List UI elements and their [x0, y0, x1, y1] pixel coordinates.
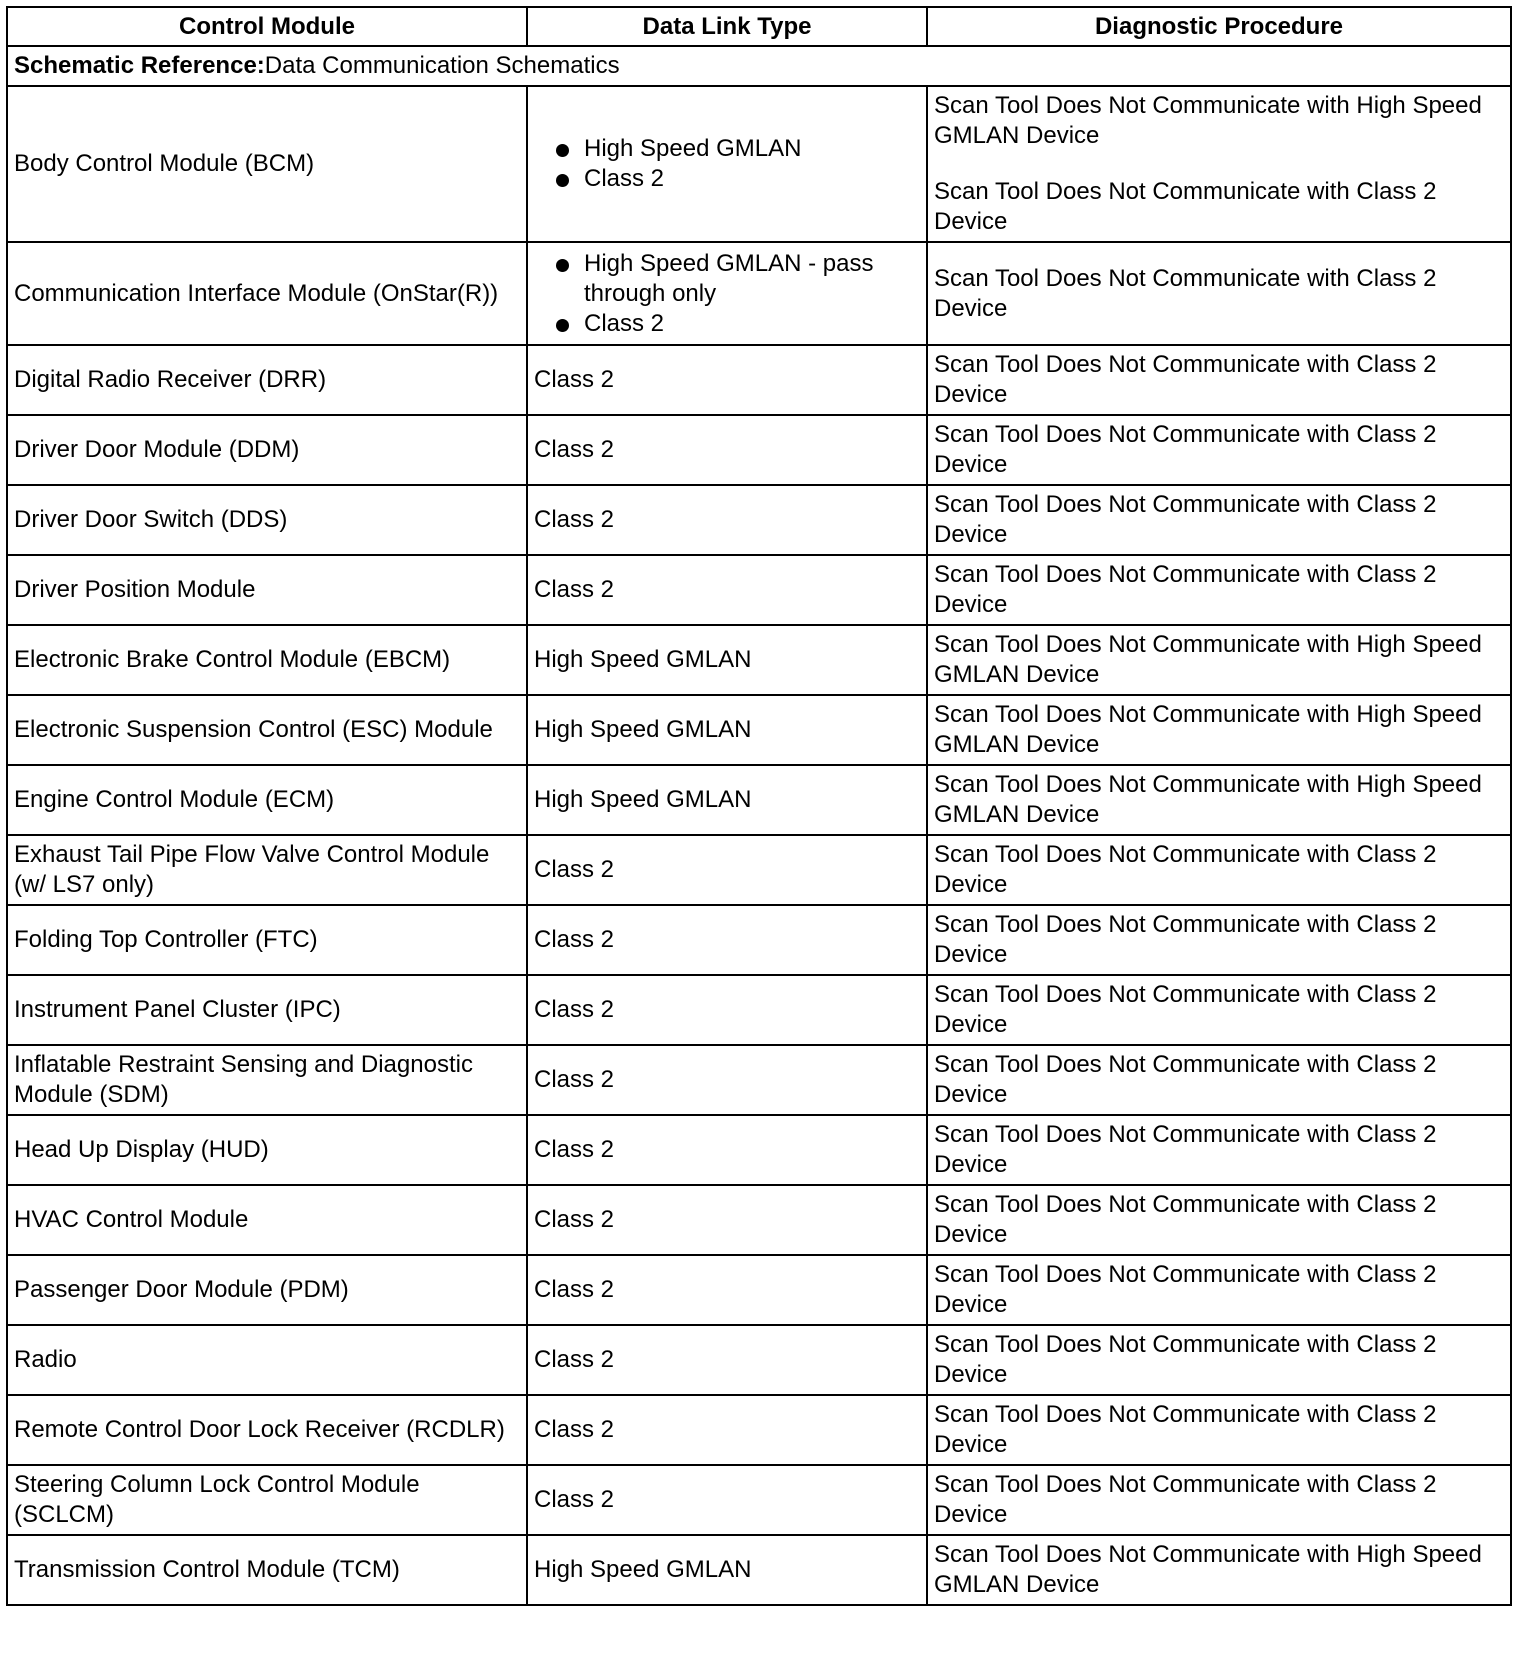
- diagnostic-procedure-link[interactable]: Scan Tool Does Not Communicate with Class 2 Device: [934, 351, 1437, 408]
- schematic-reference-cell: [7, 46, 1511, 86]
- control-module-cell: Instrument Panel Cluster (IPC): [7, 975, 527, 1045]
- diagnostic-procedure-cell: [927, 345, 1511, 415]
- data-link-type-cell: [527, 242, 927, 345]
- diagnostic-procedure-cell: [927, 975, 1511, 1045]
- diagnostic-procedure-cell: [927, 1045, 1511, 1115]
- diagnostic-procedure-link[interactable]: Scan Tool Does Not Communicate with Class 2 Device: [934, 841, 1437, 898]
- data-link-type-cell: Class 2: [527, 345, 927, 415]
- header-row: [7, 7, 1511, 46]
- data-link-type-cell: Class 2: [527, 485, 927, 555]
- table-row: [7, 555, 1511, 625]
- diagnostic-procedure-cell: [927, 765, 1511, 835]
- diagnostic-procedure-link[interactable]: Scan Tool Does Not Communicate with Class 2 Device: [934, 1191, 1437, 1248]
- table-row: [7, 625, 1511, 695]
- diagnostic-procedure-link[interactable]: Scan Tool Does Not Communicate with Class 2 Device: [934, 911, 1437, 968]
- schematic-reference-label: Schematic Reference:: [14, 52, 265, 79]
- table-row: [7, 1185, 1511, 1255]
- diagnostic-procedure-cell: [927, 835, 1511, 905]
- diagnostic-procedure-link[interactable]: Scan Tool Does Not Communicate with Class 2 Device: [934, 561, 1437, 618]
- table-row: [7, 905, 1511, 975]
- diagnostic-procedure-cell: [927, 242, 1511, 345]
- data-link-list: [534, 134, 920, 194]
- diagnostic-procedure-link[interactable]: Scan Tool Does Not Communicate with Class 2 Device: [934, 264, 1437, 322]
- table-row: [7, 1535, 1511, 1605]
- table-row: [7, 835, 1511, 905]
- diagnostic-procedure-cell: [927, 485, 1511, 555]
- table-row: [7, 975, 1511, 1045]
- diagnostic-procedure-link[interactable]: Scan Tool Does Not Communicate with High Speed GMLAN Device: [934, 701, 1482, 758]
- control-module-cell: Head Up Display (HUD): [7, 1115, 527, 1185]
- diagnostic-procedure-link[interactable]: Scan Tool Does Not Communicate with Class 2 Device: [934, 178, 1437, 235]
- control-module-cell: Exhaust Tail Pipe Flow Valve Control Module (w/ LS7 only): [7, 835, 527, 905]
- control-module-cell: Steering Column Lock Control Module (SCLCM): [7, 1465, 527, 1535]
- control-module-cell: Inflatable Restraint Sensing and Diagnostic Module (SDM): [7, 1045, 527, 1115]
- table-row: [7, 1045, 1511, 1115]
- data-link-type-cell: Class 2: [527, 1255, 927, 1325]
- header-data-link-type: Data Link Type: [527, 7, 927, 46]
- diagnostic-procedure-cell: [927, 905, 1511, 975]
- diagnostic-procedure-link[interactable]: Scan Tool Does Not Communicate with Class 2 Device: [934, 1261, 1437, 1318]
- table-row: [7, 415, 1511, 485]
- diagnostic-procedure-cell: [927, 1115, 1511, 1185]
- control-module-cell: Transmission Control Module (TCM): [7, 1535, 527, 1605]
- data-link-type-cell: Class 2: [527, 1045, 927, 1115]
- control-module-cell: Radio: [7, 1325, 527, 1395]
- diagnostic-procedure-link[interactable]: Scan Tool Does Not Communicate with Class 2 Device: [934, 981, 1437, 1038]
- diagnostic-procedure-link[interactable]: Scan Tool Does Not Communicate with Class 2 Device: [934, 1051, 1437, 1108]
- table-row: [7, 86, 1511, 242]
- table-row: [7, 485, 1511, 555]
- data-link-type-cell: High Speed GMLAN: [527, 1535, 927, 1605]
- data-link-list-item: High Speed GMLAN - pass through only: [534, 249, 920, 309]
- control-module-cell: Communication Interface Module (OnStar(R)): [7, 242, 527, 345]
- data-link-type-cell: Class 2: [527, 555, 927, 625]
- table-row: [7, 345, 1511, 415]
- data-link-list: [534, 249, 920, 339]
- header-control-module: Control Module: [7, 7, 527, 46]
- diagnostic-procedure-cell: [927, 1185, 1511, 1255]
- header-diagnostic-procedure: Diagnostic Procedure: [927, 7, 1511, 46]
- data-link-type-cell: Class 2: [527, 1465, 927, 1535]
- control-module-cell: HVAC Control Module: [7, 1185, 527, 1255]
- diagnostic-procedure-link[interactable]: Scan Tool Does Not Communicate with High Speed GMLAN Device: [934, 771, 1482, 828]
- control-module-cell: Digital Radio Receiver (DRR): [7, 345, 527, 415]
- control-module-cell: Electronic Suspension Control (ESC) Module: [7, 695, 527, 765]
- diagnostic-procedure-cell: [927, 415, 1511, 485]
- table-row: [7, 1395, 1511, 1465]
- diagnostic-procedure-cell: [927, 1255, 1511, 1325]
- diagnostic-procedure-link[interactable]: Scan Tool Does Not Communicate with Class 2 Device: [934, 1401, 1437, 1458]
- control-module-cell: Driver Door Module (DDM): [7, 415, 527, 485]
- schematic-reference-link[interactable]: Data Communication Schematics: [264, 52, 620, 79]
- diagnostic-procedure-link[interactable]: Scan Tool Does Not Communicate with High Speed GMLAN Device: [934, 92, 1482, 149]
- data-link-type-cell: High Speed GMLAN: [527, 765, 927, 835]
- diagnostic-procedure-link[interactable]: Scan Tool Does Not Communicate with Class 2 Device: [934, 421, 1437, 478]
- diagnostic-procedure-cell: [927, 86, 1511, 242]
- data-link-type-cell: Class 2: [527, 835, 927, 905]
- table-row: [7, 1255, 1511, 1325]
- diagnostic-procedure-link[interactable]: Scan Tool Does Not Communicate with Class 2 Device: [934, 1471, 1437, 1528]
- data-link-type-cell: Class 2: [527, 1395, 927, 1465]
- table-row: [7, 1115, 1511, 1185]
- diagnostic-procedure-link[interactable]: Scan Tool Does Not Communicate with High Speed GMLAN Device: [934, 631, 1482, 688]
- control-module-cell: Electronic Brake Control Module (EBCM): [7, 625, 527, 695]
- table-row: [7, 695, 1511, 765]
- data-link-type-cell: Class 2: [527, 975, 927, 1045]
- data-link-type-cell: High Speed GMLAN: [527, 695, 927, 765]
- control-module-cell: Driver Door Switch (DDS): [7, 485, 527, 555]
- schematic-reference-row: [7, 46, 1511, 86]
- control-module-cell: Body Control Module (BCM): [7, 86, 527, 242]
- control-module-cell: Engine Control Module (ECM): [7, 765, 527, 835]
- diagnostic-procedure-cell: [927, 1395, 1511, 1465]
- data-link-type-cell: Class 2: [527, 1115, 927, 1185]
- diagnostic-procedure-link[interactable]: Scan Tool Does Not Communicate with Class 2 Device: [934, 491, 1437, 548]
- diagnostic-procedure-cell: [927, 555, 1511, 625]
- control-module-cell: Remote Control Door Lock Receiver (RCDLR): [7, 1395, 527, 1465]
- diagnostic-procedure-cell: [927, 1465, 1511, 1535]
- data-link-type-cell: Class 2: [527, 415, 927, 485]
- data-link-list-item: High Speed GMLAN: [534, 134, 920, 164]
- diagnostic-procedure-cell: [927, 695, 1511, 765]
- diagnostic-procedure-link[interactable]: Scan Tool Does Not Communicate with Class 2 Device: [934, 1331, 1437, 1388]
- diagnostic-procedure-cell: [927, 1535, 1511, 1605]
- control-module-cell: Passenger Door Module (PDM): [7, 1255, 527, 1325]
- data-link-type-cell: Class 2: [527, 1325, 927, 1395]
- data-link-list-item: Class 2: [534, 309, 920, 339]
- data-link-type-cell: High Speed GMLAN: [527, 625, 927, 695]
- data-link-type-cell: [527, 86, 927, 242]
- data-link-type-cell: Class 2: [527, 1185, 927, 1255]
- data-link-type-cell: Class 2: [527, 905, 927, 975]
- diagnostic-procedure-cell: [927, 1325, 1511, 1395]
- data-link-list-item: Class 2: [534, 164, 920, 194]
- table-row: [7, 765, 1511, 835]
- diagnostic-procedure-link[interactable]: Scan Tool Does Not Communicate with High Speed GMLAN Device: [934, 1541, 1482, 1598]
- control-module-cell: Driver Position Module: [7, 555, 527, 625]
- module-table: [6, 6, 1512, 1606]
- table-row: [7, 242, 1511, 345]
- table-row: [7, 1465, 1511, 1535]
- diagnostic-procedure-cell: [927, 625, 1511, 695]
- table-row: [7, 1325, 1511, 1395]
- diagnostic-procedure-link[interactable]: Scan Tool Does Not Communicate with Class 2 Device: [934, 1121, 1437, 1178]
- control-module-cell: Folding Top Controller (FTC): [7, 905, 527, 975]
